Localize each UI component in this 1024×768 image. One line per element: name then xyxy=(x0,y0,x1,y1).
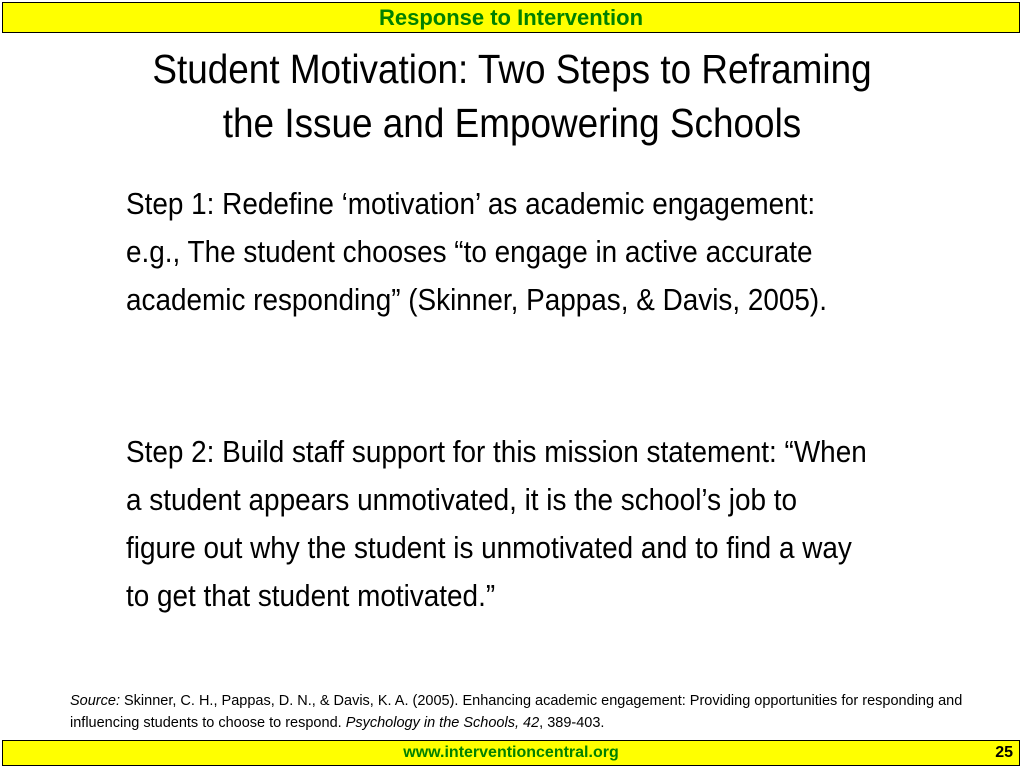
step-1-paragraph: Step 1: Redefine ‘motivation’ as academic engagement: e.g., The student chooses “to engage in active accurate academic responding” (Skinner, Pappas, & Davis, 2005). xyxy=(126,186,827,317)
header-banner-text: Response to Intervention xyxy=(378,5,644,30)
footer-banner xyxy=(2,740,1020,766)
source-pages: , 389-403. xyxy=(539,715,605,731)
source-label: Source: xyxy=(70,693,120,709)
source-journal: Psychology in the Schools, 42 xyxy=(345,715,540,731)
source-citation-text: Skinner, C. H., Pappas, D. N., & Davis, K. A. (2005). Enhancing academic engagement: Providing opportunities for responding and influencing students to choose to respond. xyxy=(70,693,963,731)
slide-title xyxy=(105,42,919,150)
slide-title-line-2: the Issue and Empowering Schools xyxy=(222,100,802,146)
page-number: 25 xyxy=(995,744,1013,761)
step-2-paragraph: Step 2: Build staff support for this mission statement: “When a student appears unmotivated, it is the school’s job to figure out why the student is unmotivated and to find a way to get that student motivated.” xyxy=(126,434,867,613)
footer-url-link[interactable]: www.interventioncentral.org xyxy=(403,744,619,761)
source-citation xyxy=(70,690,970,734)
slide-title-line-1: Student Motivation: Two Steps to Reframing xyxy=(152,46,872,92)
header-banner xyxy=(2,2,1020,33)
